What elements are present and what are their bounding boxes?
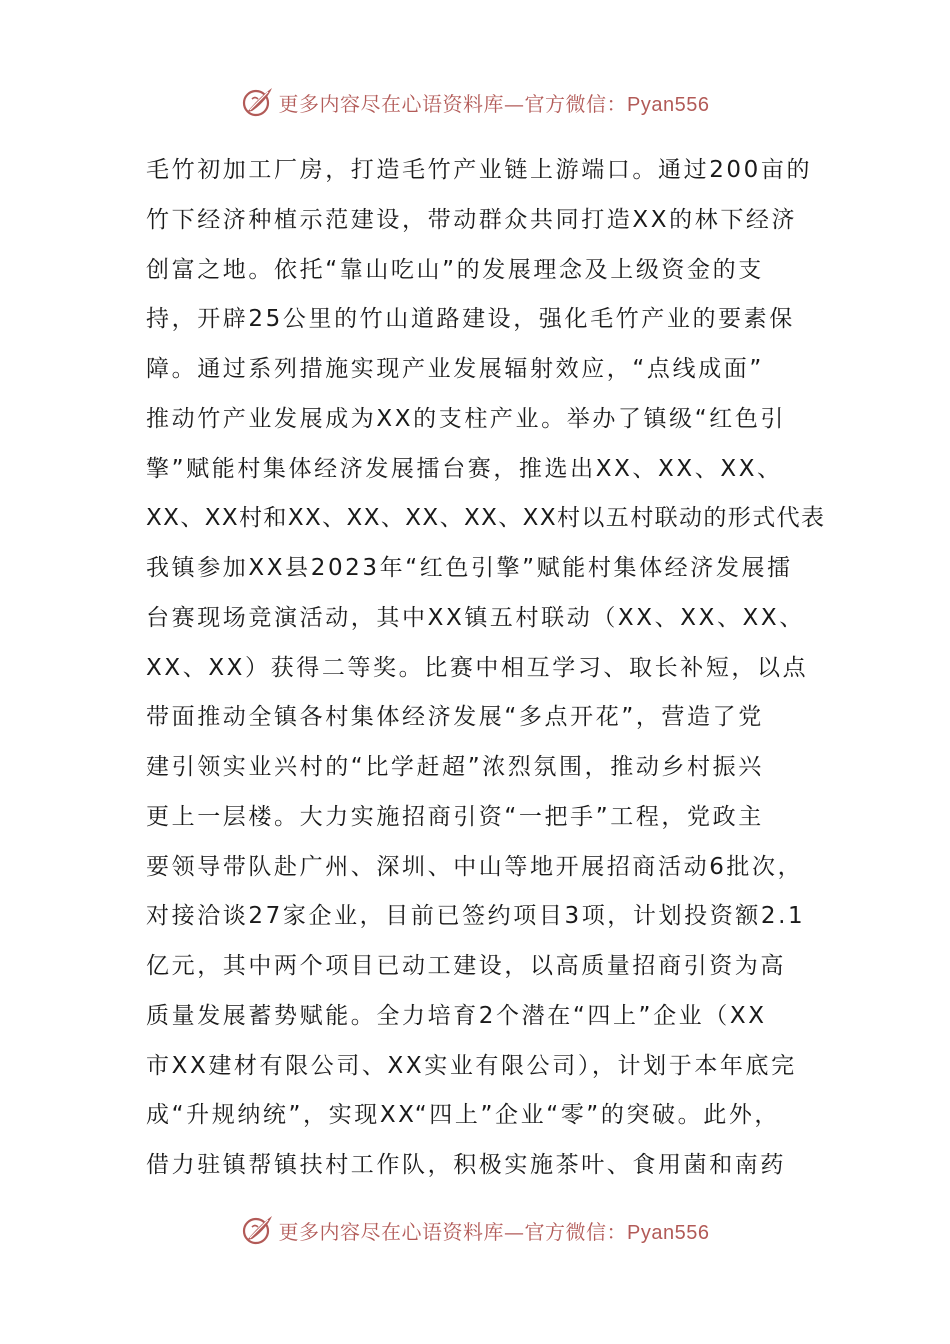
- body-line-15: 要领导带队赴广州、深圳、中山等地开展招商活动6批次，: [146, 853, 804, 880]
- body-line-19: 市XX建材有限公司、XX实业有限公司），计划于本年底完: [146, 1052, 797, 1079]
- body-line-9: 我镇参加XX县2023年“红色引擎”赋能村集体经济发展擂: [146, 555, 793, 581]
- body-line-10: 台赛现场竞演活动，其中XX镇五村联动（XX、XX、XX、: [146, 604, 805, 631]
- body-line-21: 借力驻镇帮镇扶村工作队，积极实施茶叶、食用菌和南药: [146, 1152, 786, 1178]
- header-wechat-id: Pyan556: [627, 93, 710, 116]
- header-watermark-banner: [0, 82, 950, 122]
- body-line-4: 持，开辟25公里的竹山道路建设，强化毛竹产业的要素保: [146, 306, 795, 333]
- body-line-5: 障。通过系列措施实现产业发展辐射效应，“点线成面”: [146, 356, 764, 382]
- header-banner-text: 更多内容尽在心语资料库—官方微信：Pyan556: [278, 91, 710, 116]
- footer-wechat-id: Pyan556: [627, 1221, 710, 1244]
- quill-logo-icon: [241, 1213, 275, 1247]
- body-line-7: 擎”赋能村集体经济发展擂台赛，推选出XX、XX、XX、: [146, 455, 783, 482]
- body-line-18: 质量发展蓄势赋能。全力培育2个潜在“四上”企业（XX: [146, 1002, 767, 1029]
- body-line-8: XX、XX村和XX、XX、XX、XX、XX村以五村联动的形式代表: [146, 505, 826, 532]
- quill-logo-icon: [241, 85, 275, 119]
- body-line-3: 创富之地。依托“靠山吃山”的发展理念及上级资金的支: [146, 256, 764, 283]
- body-line-1: 毛竹初加工厂房，打造毛竹产业链上游端口。通过200亩的: [146, 157, 813, 183]
- footer-watermark-banner: [0, 1210, 950, 1250]
- body-line-16: 对接洽谈27家企业，目前已签约项目3项，计划投资额2.1: [146, 903, 806, 930]
- body-line-14: 更上一层楼。大力实施招商引资“一把手”工程，党政主: [146, 803, 764, 830]
- body-line-6: 推动竹产业发展成为XX的支柱产业。举办了镇级“红色引: [146, 405, 787, 432]
- body-line-20: 成“升规纳统”，实现XX“四上”企业“零”的突破。此外，: [146, 1102, 781, 1129]
- body-line-11: XX、XX）获得二等奖。比赛中相互学习、取长补短，以点: [146, 654, 809, 681]
- body-line-17: 亿元，其中两个项目已动工建设，以高质量招商引资为高: [146, 953, 786, 979]
- document-body: [146, 146, 826, 1191]
- body-line-13: 建引领实业兴村的“比学赶超”浓烈氛围，推动乡村振兴: [146, 754, 764, 780]
- body-line-2: 竹下经济种植示范建设，带动群众共同打造XX的林下经济: [146, 206, 798, 233]
- body-line-12: 带面推动全镇各村集体经济发展“多点开花”，营造了党: [146, 704, 764, 731]
- footer-banner-text: 更多内容尽在心语资料库—官方微信：Pyan556: [278, 1219, 710, 1244]
